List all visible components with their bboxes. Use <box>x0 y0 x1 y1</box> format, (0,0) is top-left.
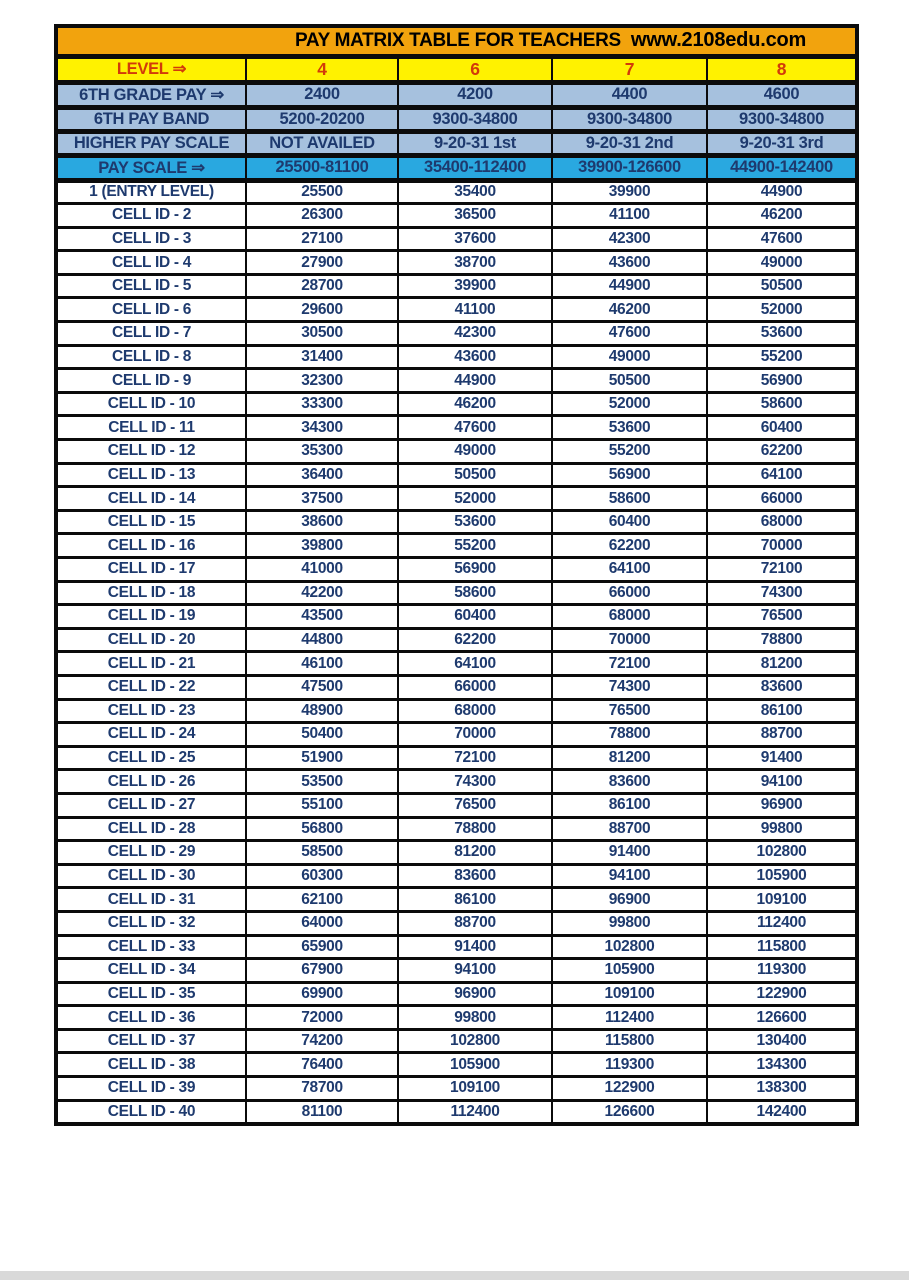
pay-cell: 64100 <box>398 652 552 676</box>
pay-row-label: CELL ID - 38 <box>56 1053 246 1077</box>
pay-row <box>56 1077 857 1101</box>
pay-cell: 36400 <box>246 463 398 487</box>
pay-cell: 58600 <box>552 487 707 511</box>
pay-cell: 66000 <box>707 487 857 511</box>
pay-row-label: CELL ID - 26 <box>56 770 246 794</box>
pay-cell: 130400 <box>707 1029 857 1053</box>
pay-cell: 48900 <box>246 699 398 723</box>
pay-cell: 72100 <box>552 652 707 676</box>
level-value: 6 <box>398 56 552 82</box>
pay-row-label: CELL ID - 5 <box>56 274 246 298</box>
pay-cell: 51900 <box>246 746 398 770</box>
pay-cell: 44800 <box>246 628 398 652</box>
pay-row <box>56 392 857 416</box>
pay-row <box>56 911 857 935</box>
pay-cell: 65900 <box>246 935 398 959</box>
pay-cell: 83600 <box>398 864 552 888</box>
grade-pay-6th-row <box>56 82 857 107</box>
pay-cell: 72000 <box>246 1006 398 1030</box>
pay-cell: 58500 <box>246 841 398 865</box>
level-row <box>56 56 857 82</box>
pay-band-6th-value: 9300-34800 <box>398 107 552 131</box>
pay-cell: 41000 <box>246 558 398 582</box>
pay-cell: 83600 <box>552 770 707 794</box>
pay-row <box>56 227 857 251</box>
pay-row <box>56 652 857 676</box>
pay-cell: 69900 <box>246 982 398 1006</box>
pay-cell: 76500 <box>552 699 707 723</box>
pay-cell: 102800 <box>398 1029 552 1053</box>
pay-row-label: CELL ID - 27 <box>56 793 246 817</box>
pay-scale-value: 25500-81100 <box>246 155 398 180</box>
pay-row-label: CELL ID - 6 <box>56 298 246 322</box>
pay-cell: 122900 <box>552 1077 707 1101</box>
higher-pay-scale-row-label: HIGHER PAY SCALE <box>56 131 246 155</box>
pay-cell: 49000 <box>707 251 857 275</box>
pay-cell: 126600 <box>707 1006 857 1030</box>
pay-cell: 78700 <box>246 1077 398 1101</box>
pay-cell: 81200 <box>552 746 707 770</box>
grade-pay-6th-value: 2400 <box>246 82 398 107</box>
pay-cell: 78800 <box>398 817 552 841</box>
pay-cell: 112400 <box>552 1006 707 1030</box>
pay-cell: 38600 <box>246 510 398 534</box>
pay-cell: 64100 <box>552 558 707 582</box>
pay-cell: 76400 <box>246 1053 398 1077</box>
pay-row <box>56 675 857 699</box>
pay-cell: 47600 <box>707 227 857 251</box>
pay-row <box>56 817 857 841</box>
pay-row-label: CELL ID - 35 <box>56 982 246 1006</box>
level-value: 8 <box>707 56 857 82</box>
pay-cell: 119300 <box>707 959 857 983</box>
pay-row <box>56 628 857 652</box>
pay-cell: 96900 <box>707 793 857 817</box>
pay-cell: 94100 <box>398 959 552 983</box>
pay-scale-value: 39900-126600 <box>552 155 707 180</box>
pay-row <box>56 298 857 322</box>
pay-band-6th-row <box>56 107 857 131</box>
pay-cell: 105900 <box>398 1053 552 1077</box>
pay-cell: 36500 <box>398 204 552 228</box>
pay-row-label: CELL ID - 30 <box>56 864 246 888</box>
pay-row <box>56 723 857 747</box>
pay-row-label: CELL ID - 36 <box>56 1006 246 1030</box>
pay-cell: 64100 <box>707 463 857 487</box>
pay-row-label: CELL ID - 3 <box>56 227 246 251</box>
pay-cell: 115800 <box>707 935 857 959</box>
pay-cell: 99800 <box>552 911 707 935</box>
pay-cell: 70000 <box>552 628 707 652</box>
pay-cell: 91400 <box>552 841 707 865</box>
pay-row-label: CELL ID - 23 <box>56 699 246 723</box>
pay-cell: 68000 <box>398 699 552 723</box>
pay-row <box>56 369 857 393</box>
table-title-row <box>56 26 857 56</box>
grade-pay-6th-value: 4600 <box>707 82 857 107</box>
pay-row-label: CELL ID - 15 <box>56 510 246 534</box>
pay-cell: 53600 <box>552 416 707 440</box>
pay-cell: 60300 <box>246 864 398 888</box>
pay-row-label: CELL ID - 14 <box>56 487 246 511</box>
pay-cell: 62200 <box>552 534 707 558</box>
pay-row <box>56 440 857 464</box>
pay-cell: 34300 <box>246 416 398 440</box>
page-bottom-strip <box>0 1271 909 1280</box>
pay-cell: 76500 <box>398 793 552 817</box>
pay-cell: 33300 <box>246 392 398 416</box>
pay-cell: 55100 <box>246 793 398 817</box>
pay-cell: 50500 <box>552 369 707 393</box>
pay-row <box>56 463 857 487</box>
pay-cell: 112400 <box>398 1100 552 1124</box>
pay-cell: 47600 <box>552 322 707 346</box>
pay-cell: 119300 <box>552 1053 707 1077</box>
pay-row <box>56 1100 857 1124</box>
pay-row-label: CELL ID - 7 <box>56 322 246 346</box>
pay-cell: 83600 <box>707 675 857 699</box>
pay-row-label: CELL ID - 28 <box>56 817 246 841</box>
pay-cell: 74200 <box>246 1029 398 1053</box>
pay-band-6th-value: 9300-34800 <box>552 107 707 131</box>
pay-row <box>56 534 857 558</box>
pay-cell: 37500 <box>246 487 398 511</box>
pay-cell: 55200 <box>552 440 707 464</box>
pay-cell: 88700 <box>707 723 857 747</box>
higher-pay-scale-value: NOT AVAILED <box>246 131 398 155</box>
pay-row-label: CELL ID - 25 <box>56 746 246 770</box>
pay-row-label: CELL ID - 39 <box>56 1077 246 1101</box>
pay-cell: 67900 <box>246 959 398 983</box>
pay-cell: 126600 <box>552 1100 707 1124</box>
pay-cell: 74300 <box>398 770 552 794</box>
higher-pay-scale-value: 9-20-31 2nd <box>552 131 707 155</box>
pay-cell: 47600 <box>398 416 552 440</box>
pay-cell: 105900 <box>707 864 857 888</box>
pay-cell: 47500 <box>246 675 398 699</box>
pay-cell: 102800 <box>552 935 707 959</box>
pay-row <box>56 1053 857 1077</box>
pay-cell: 46200 <box>398 392 552 416</box>
pay-cell: 42300 <box>552 227 707 251</box>
pay-cell: 109100 <box>552 982 707 1006</box>
pay-row-label: CELL ID - 31 <box>56 888 246 912</box>
pay-scale-row-label: PAY SCALE ⇒ <box>56 155 246 180</box>
pay-cell: 86100 <box>707 699 857 723</box>
pay-row-label: CELL ID - 8 <box>56 345 246 369</box>
pay-cell: 44900 <box>552 274 707 298</box>
pay-cell: 50400 <box>246 723 398 747</box>
pay-row <box>56 793 857 817</box>
pay-cell: 76500 <box>707 605 857 629</box>
pay-cell: 41100 <box>398 298 552 322</box>
pay-cell: 68000 <box>707 510 857 534</box>
pay-row-label: CELL ID - 37 <box>56 1029 246 1053</box>
pay-cell: 70000 <box>707 534 857 558</box>
pay-row-label: CELL ID - 29 <box>56 841 246 865</box>
pay-cell: 43500 <box>246 605 398 629</box>
pay-cell: 56800 <box>246 817 398 841</box>
pay-cell: 109100 <box>398 1077 552 1101</box>
grade-pay-6th-value: 4400 <box>552 82 707 107</box>
pay-cell: 52000 <box>707 298 857 322</box>
pay-cell: 50500 <box>707 274 857 298</box>
pay-row-label: CELL ID - 10 <box>56 392 246 416</box>
pay-cell: 53600 <box>707 322 857 346</box>
table-title-cell <box>56 26 857 56</box>
pay-row <box>56 510 857 534</box>
pay-cell: 62200 <box>707 440 857 464</box>
pay-row-label: CELL ID - 22 <box>56 675 246 699</box>
pay-row-label: CELL ID - 34 <box>56 959 246 983</box>
pay-row <box>56 487 857 511</box>
pay-cell: 27100 <box>246 227 398 251</box>
pay-cell: 70000 <box>398 723 552 747</box>
pay-row-label: CELL ID - 19 <box>56 605 246 629</box>
pay-row-label: CELL ID - 13 <box>56 463 246 487</box>
higher-pay-scale-value: 9-20-31 3rd <box>707 131 857 155</box>
pay-cell: 96900 <box>552 888 707 912</box>
pay-cell: 91400 <box>707 746 857 770</box>
pay-cell: 88700 <box>552 817 707 841</box>
pay-cell: 50500 <box>398 463 552 487</box>
pay-row-label: CELL ID - 24 <box>56 723 246 747</box>
pay-cell: 39900 <box>398 274 552 298</box>
pay-row <box>56 416 857 440</box>
pay-cell: 99800 <box>398 1006 552 1030</box>
pay-cell: 138300 <box>707 1077 857 1101</box>
higher-pay-scale-value: 9-20-31 1st <box>398 131 552 155</box>
pay-cell: 49000 <box>398 440 552 464</box>
pay-cell: 52000 <box>398 487 552 511</box>
pay-cell: 53600 <box>398 510 552 534</box>
pay-row-label: CELL ID - 16 <box>56 534 246 558</box>
pay-cell: 60400 <box>707 416 857 440</box>
pay-cell: 68000 <box>552 605 707 629</box>
pay-band-6th-value: 9300-34800 <box>707 107 857 131</box>
pay-cell: 56900 <box>707 369 857 393</box>
pay-row <box>56 1029 857 1053</box>
pay-row <box>56 888 857 912</box>
pay-cell: 91400 <box>398 935 552 959</box>
pay-cell: 105900 <box>552 959 707 983</box>
pay-cell: 60400 <box>398 605 552 629</box>
pay-row-label: CELL ID - 17 <box>56 558 246 582</box>
higher-pay-scale-row <box>56 131 857 155</box>
pay-cell: 39800 <box>246 534 398 558</box>
pay-cell: 74300 <box>707 581 857 605</box>
pay-cell: 55200 <box>707 345 857 369</box>
pay-cell: 52000 <box>552 392 707 416</box>
pay-row-label: CELL ID - 4 <box>56 251 246 275</box>
pay-cell: 94100 <box>552 864 707 888</box>
pay-row-label: CELL ID - 11 <box>56 416 246 440</box>
pay-cell: 42200 <box>246 581 398 605</box>
pay-cell: 81100 <box>246 1100 398 1124</box>
pay-cell: 30500 <box>246 322 398 346</box>
pay-row <box>56 180 857 204</box>
pay-row <box>56 251 857 275</box>
pay-row <box>56 322 857 346</box>
level-value: 4 <box>246 56 398 82</box>
pay-cell: 35400 <box>398 180 552 204</box>
pay-cell: 142400 <box>707 1100 857 1124</box>
level-value: 7 <box>552 56 707 82</box>
pay-scale-value: 35400-112400 <box>398 155 552 180</box>
pay-cell: 62200 <box>398 628 552 652</box>
pay-cell: 86100 <box>398 888 552 912</box>
pay-row <box>56 864 857 888</box>
pay-cell: 115800 <box>552 1029 707 1053</box>
table-title: PAY MATRIX TABLE FOR TEACHERS <box>294 29 621 51</box>
pay-row <box>56 699 857 723</box>
pay-cell: 43600 <box>398 345 552 369</box>
pay-cell: 112400 <box>707 911 857 935</box>
pay-row-label: CELL ID - 32 <box>56 911 246 935</box>
pay-row-label: CELL ID - 12 <box>56 440 246 464</box>
pay-cell: 35300 <box>246 440 398 464</box>
pay-cell: 42300 <box>398 322 552 346</box>
pay-cell: 39900 <box>552 180 707 204</box>
pay-row-label: CELL ID - 2 <box>56 204 246 228</box>
grade-pay-6th-row-label: 6TH GRADE PAY ⇒ <box>56 82 246 107</box>
pay-row <box>56 959 857 983</box>
pay-cell: 44900 <box>707 180 857 204</box>
pay-cell: 99800 <box>707 817 857 841</box>
pay-cell: 46200 <box>707 204 857 228</box>
pay-cell: 32300 <box>246 369 398 393</box>
pay-cell: 27900 <box>246 251 398 275</box>
pay-cell: 46200 <box>552 298 707 322</box>
pay-row-label: CELL ID - 18 <box>56 581 246 605</box>
pay-row <box>56 982 857 1006</box>
pay-row-label: CELL ID - 21 <box>56 652 246 676</box>
pay-cell: 44900 <box>398 369 552 393</box>
pay-cell: 31400 <box>246 345 398 369</box>
pay-row-label: CELL ID - 20 <box>56 628 246 652</box>
pay-row <box>56 1006 857 1030</box>
pay-cell: 94100 <box>707 770 857 794</box>
pay-row <box>56 605 857 629</box>
pay-row-label: 1 (ENTRY LEVEL) <box>56 180 246 204</box>
grade-pay-6th-value: 4200 <box>398 82 552 107</box>
pay-cell: 72100 <box>398 746 552 770</box>
pay-cell: 66000 <box>398 675 552 699</box>
pay-cell: 58600 <box>707 392 857 416</box>
pay-cell: 58600 <box>398 581 552 605</box>
pay-scale-value: 44900-142400 <box>707 155 857 180</box>
pay-cell: 66000 <box>552 581 707 605</box>
pay-row <box>56 204 857 228</box>
pay-band-6th-value: 5200-20200 <box>246 107 398 131</box>
pay-cell: 60400 <box>552 510 707 534</box>
level-row-label: LEVEL ⇒ <box>56 56 246 82</box>
pay-matrix-table <box>54 24 859 1126</box>
pay-cell: 74300 <box>552 675 707 699</box>
pay-row-label: CELL ID - 40 <box>56 1100 246 1124</box>
pay-row <box>56 345 857 369</box>
pay-cell: 64000 <box>246 911 398 935</box>
pay-cell: 38700 <box>398 251 552 275</box>
pay-cell: 26300 <box>246 204 398 228</box>
pay-cell: 53500 <box>246 770 398 794</box>
pay-row <box>56 841 857 865</box>
pay-row <box>56 746 857 770</box>
pay-cell: 109100 <box>707 888 857 912</box>
pay-cell: 78800 <box>707 628 857 652</box>
pay-cell: 81200 <box>398 841 552 865</box>
pay-cell: 72100 <box>707 558 857 582</box>
pay-cell: 41100 <box>552 204 707 228</box>
pay-cell: 46100 <box>246 652 398 676</box>
site-url-text: www.2108edu.com <box>630 29 807 52</box>
pay-cell: 37600 <box>398 227 552 251</box>
pay-cell: 29600 <box>246 298 398 322</box>
pay-scale-row <box>56 155 857 180</box>
pay-band-6th-row-label: 6TH PAY BAND <box>56 107 246 131</box>
pay-cell: 102800 <box>707 841 857 865</box>
pay-cell: 96900 <box>398 982 552 1006</box>
pay-cell: 86100 <box>552 793 707 817</box>
pay-cell: 55200 <box>398 534 552 558</box>
pay-row-label: CELL ID - 33 <box>56 935 246 959</box>
pay-row <box>56 935 857 959</box>
pay-cell: 78800 <box>552 723 707 747</box>
pay-cell: 56900 <box>552 463 707 487</box>
pay-row <box>56 558 857 582</box>
pay-cell: 81200 <box>707 652 857 676</box>
pay-row <box>56 274 857 298</box>
pay-row <box>56 770 857 794</box>
pay-cell: 134300 <box>707 1053 857 1077</box>
pay-cell: 56900 <box>398 558 552 582</box>
pay-cell: 122900 <box>707 982 857 1006</box>
pay-row <box>56 581 857 605</box>
pay-cell: 88700 <box>398 911 552 935</box>
pay-cell: 43600 <box>552 251 707 275</box>
pay-row-label: CELL ID - 9 <box>56 369 246 393</box>
pay-cell: 62100 <box>246 888 398 912</box>
pay-cell: 28700 <box>246 274 398 298</box>
pay-cell: 25500 <box>246 180 398 204</box>
pay-cell: 49000 <box>552 345 707 369</box>
